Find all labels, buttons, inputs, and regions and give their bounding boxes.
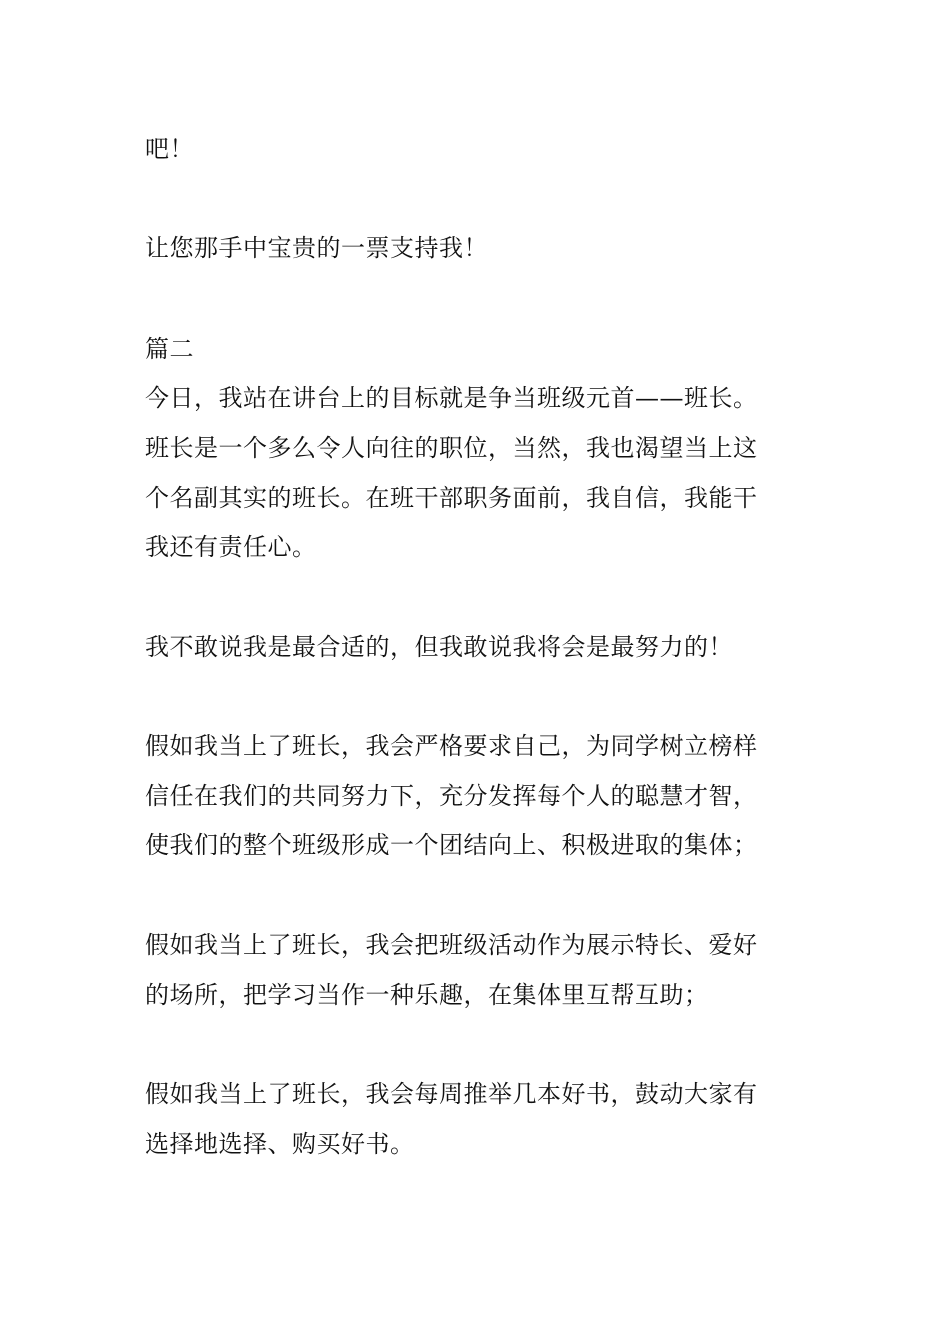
text-line: 班长是一个多么令人向往的职位，当然，我也渴望当上这 [145, 434, 758, 462]
text-line: 信任在我们的共同努力下，充分发挥每个人的聪慧才智， [145, 782, 758, 810]
text-line: 个名副其实的班长。在班干部职务面前，我自信，我能干 [145, 484, 758, 512]
text-line: 假如我当上了班长，我会把班级活动作为展示特长、爱好 [145, 931, 758, 959]
text-line: 吧！ [145, 135, 194, 163]
text-line: 的场所，把学习当作一种乐趣，在集体里互帮互助； [145, 981, 709, 1009]
text-line: 我还有责任心。 [145, 533, 317, 561]
text-line: 选择地选择、购买好书。 [145, 1130, 415, 1158]
text-line: 假如我当上了班长，我会严格要求自己，为同学树立榜样 [145, 732, 758, 760]
text-line: 我不敢说我是最合适的，但我敢说我将会是最努力的！ [145, 633, 733, 661]
text-line: 让您那手中宝贵的一票支持我！ [145, 234, 488, 262]
text-line: 今日，我站在讲台上的目标就是争当班级元首——班长。 [145, 384, 758, 412]
text-line: 假如我当上了班长，我会每周推举几本好书，鼓动大家有 [145, 1080, 758, 1108]
section-heading: 篇二 [145, 335, 194, 363]
text-line: 使我们的整个班级形成一个团结向上、积极进取的集体； [145, 831, 758, 859]
